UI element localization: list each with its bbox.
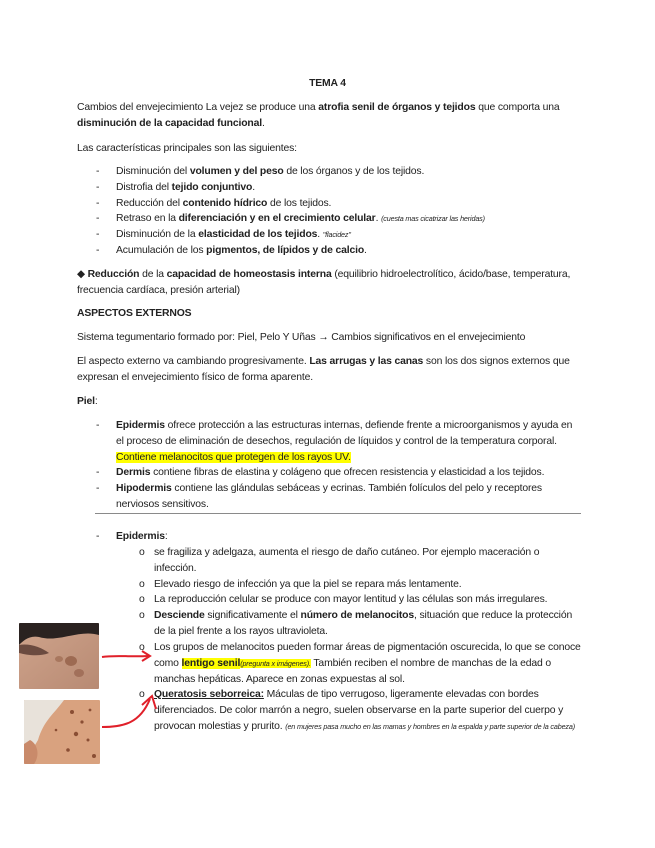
paragraph-piel	[77, 394, 582, 410]
circle-bullet-icon: o	[139, 689, 145, 700]
bold-text: Desciende	[154, 610, 205, 621]
paragraph-c2	[116, 180, 582, 196]
text-run: son los dos signos externos que expresan el envejecimiento físico de forma aparente.	[77, 356, 570, 383]
text-run: Reducción del	[116, 198, 183, 209]
text-run: También reciben el nombre de manchas de la edad o manchas hepáticas. Aparece en zonas expuestas al sol.	[154, 657, 551, 685]
text-run: .	[375, 213, 382, 224]
text-run: contiene las glándulas sebáceas y ecrinas. También folículos del pelo y receptores nerviosos sensitivos.	[116, 483, 542, 510]
bold-text: atrofia senil de órganos y tejidos	[318, 102, 476, 113]
bold-text: Hipodermis	[116, 483, 172, 494]
dash-bullet-icon: -	[96, 483, 100, 494]
paragraph-externo	[77, 354, 582, 386]
text-run: (equilibrio hidroelectrolítico, ácido/base, temperatura, frecuencia cardíaca, presión arterial)	[77, 269, 571, 296]
bold-text: Dermis	[116, 467, 151, 478]
paragraph-p3	[116, 481, 582, 513]
bold-text: Epidermis	[116, 531, 165, 542]
text-run: Los grupos de melanocitos pueden formar áreas de pigmentación oscurecida, lo que se conoce como	[154, 642, 581, 669]
circle-bullet-icon: o	[139, 547, 145, 558]
dash-bullet-icon: -	[96, 182, 100, 193]
bold-text: volumen y del peso	[189, 166, 284, 177]
bold-text: pigmentos, de lípidos y de calcio	[206, 245, 365, 256]
lentigo-senil-photo	[19, 623, 99, 689]
text-run: (en mujeres pasa mucho en las mamas y hombres en la espalda y parte superior de la cabeza)	[285, 721, 575, 731]
paragraph-c6	[116, 243, 582, 259]
text-run: de la	[139, 269, 167, 280]
text-run: Retraso en la	[116, 213, 179, 224]
text-run: Disminución del	[116, 166, 190, 177]
paragraph-epi	[116, 529, 582, 545]
paragraph-caract	[77, 141, 582, 157]
paragraph-e3	[154, 592, 584, 608]
dash-bullet-icon: -	[96, 531, 100, 542]
paragraph-e5	[154, 640, 584, 687]
text-run: El aspecto externo va cambiando progresivamente.	[77, 356, 310, 367]
paragraph-c3	[116, 196, 582, 212]
circle-bullet-icon: o	[139, 594, 145, 605]
paragraph-p2	[116, 465, 582, 481]
paragraph-e1	[154, 545, 584, 577]
highlighted-text: Contiene melanocitos que protegen de los rayos UV.	[116, 451, 351, 463]
bold-text: Reducción	[87, 269, 140, 280]
text-run: que comporta una	[475, 102, 560, 113]
text-run: Acumulación de los	[116, 245, 207, 256]
text-run: Distrofia del	[116, 182, 172, 193]
circle-bullet-icon: o	[139, 610, 145, 621]
dash-bullet-icon: -	[96, 213, 100, 224]
highlighted-text: (pregunta x imágenes).	[240, 658, 311, 668]
text-run: Elevado riesgo de infección ya que la piel se repara más lentamente.	[154, 579, 462, 590]
text-run: (cuesta mas cicatrizar las heridas)	[381, 214, 485, 223]
paragraph-e2	[154, 577, 584, 593]
text-run: se fragiliza y adelgaza, aumenta el riesgo de daño cutáneo. Por ejemplo maceración o infección.	[154, 547, 540, 574]
document-title: TEMA 4	[309, 78, 346, 89]
text-run: Máculas de tipo verrugoso, ligeramente elevadas con bordes diferenciados. De color marrón a negro, suelen observarse en la parte superior del cuerpo y provocan molestias y prurito.	[154, 689, 564, 732]
circle-bullet-icon: o	[139, 579, 145, 590]
text-run: .	[252, 182, 255, 193]
circle-bullet-icon: o	[139, 642, 145, 653]
text-run: , situación que reduce la protección de la piel frente a los rayos ultravioleta.	[154, 610, 573, 637]
text-run: Cambios del envejecimiento La vejez se produce una	[77, 102, 319, 113]
text-run: significativamente el	[204, 610, 301, 621]
bold-text: Piel	[77, 396, 95, 407]
bold-text: diferenciación y en el crecimiento celular	[178, 213, 376, 224]
bold-text: capacidad de homeostasis interna	[166, 269, 332, 280]
bold-text: Las arrugas y las canas	[309, 356, 424, 367]
text-run: Las características principales son las siguientes:	[77, 143, 297, 154]
highlighted-text: lentigo senil	[181, 657, 241, 669]
paragraph-intro	[77, 100, 582, 132]
dash-bullet-icon: -	[96, 245, 100, 256]
text-run: contiene fibras de elastina y colágeno que ofrecen resistencia y elasticidad a los tejidos.	[150, 467, 545, 478]
bold-text: Epidermis	[116, 420, 165, 431]
text-run: :	[94, 396, 98, 407]
arrow-icon	[100, 648, 156, 664]
dash-bullet-icon: -	[96, 229, 100, 240]
dash-bullet-icon: -	[96, 166, 100, 177]
paragraph-sistema	[77, 330, 582, 346]
text-run: de los tejidos.	[267, 198, 332, 209]
queratosis-seborreica-photo	[24, 700, 100, 764]
text-run: de los órganos y de los tejidos.	[283, 166, 425, 177]
bold-text: ASPECTOS EXTERNOS	[77, 308, 192, 319]
text-run: Disminución de la	[116, 229, 199, 240]
paragraph-c5	[116, 227, 582, 243]
text-run: "flacidez"	[322, 230, 351, 239]
dash-bullet-icon: -	[96, 467, 100, 478]
horizontal-rule	[95, 513, 581, 514]
paragraph-c1	[116, 164, 582, 180]
text-run: La reproducción celular se produce con mayor lentitud y las células son más irregulares.	[154, 594, 548, 605]
bold-text: tejido conjuntivo	[171, 182, 253, 193]
paragraph-homeo	[77, 267, 582, 299]
text-run: .	[317, 229, 323, 240]
bold-text: Queratosis seborreica:	[154, 689, 264, 700]
paragraph-c4	[116, 211, 582, 227]
dash-bullet-icon: -	[96, 198, 100, 209]
text-run: ofrece protección a las estructuras internas, defiende frente a microorganismos y ayuda en el proceso de eliminación de desechos, regulación de líquidos y control de la temperatura corporal.	[116, 420, 573, 447]
bold-text: contenido hídrico	[182, 198, 268, 209]
paragraph-p1	[116, 418, 582, 465]
paragraph-e6	[154, 687, 584, 734]
paragraph-e4	[154, 608, 584, 640]
text-run: :	[164, 531, 168, 542]
bold-text: número de melanocitos	[300, 610, 415, 621]
text-run: .	[261, 117, 265, 129]
text-run: Sistema tegumentario formado por: Piel, Pelo Y Uñas → Cambios significativos en el envejecimiento	[77, 332, 526, 343]
paragraph-aspectos	[77, 306, 582, 322]
bold-text: disminución de la capacidad funcional	[77, 117, 262, 129]
bold-text: elasticidad de los tejidos	[198, 229, 318, 240]
text-run: .	[364, 245, 367, 256]
curved-arrow-icon	[100, 693, 160, 733]
dash-bullet-icon: -	[96, 420, 100, 431]
text-run: ◆	[77, 269, 88, 280]
